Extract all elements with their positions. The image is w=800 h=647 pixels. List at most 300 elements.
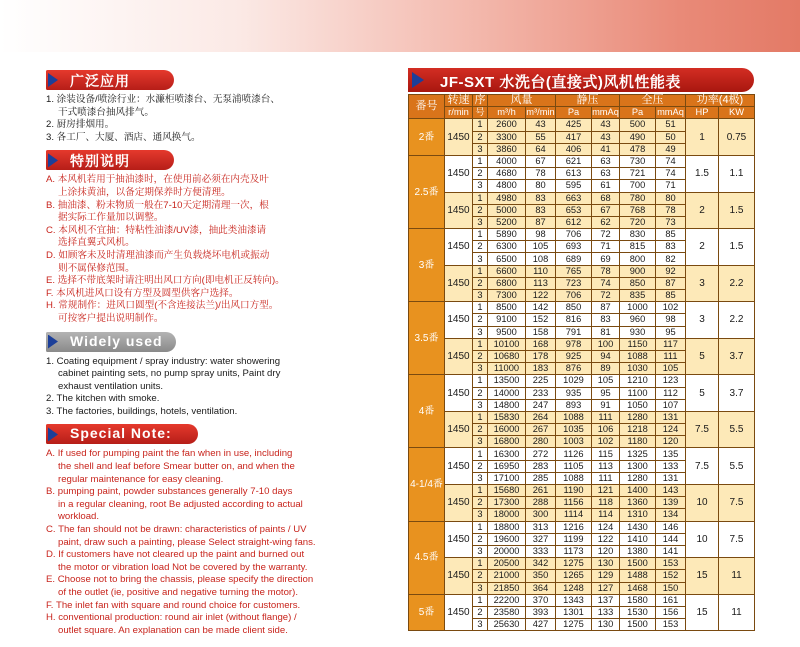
unit-hp: HP (686, 107, 719, 119)
table-cell: 816 (556, 314, 592, 326)
en-apps-text (46, 356, 396, 419)
table-cell: 143 (656, 485, 686, 497)
table-cell: 835 (620, 290, 656, 302)
text-line: paint, draw such a painting, please Select straight-wing fans. (58, 536, 316, 548)
table-cell: 61 (592, 180, 620, 192)
table-cell: 9500 (488, 326, 526, 338)
text-line: in a regular cleaning, root Be adjusted according to actual (58, 498, 303, 510)
table-cell: 142 (526, 302, 556, 314)
table-cell: 1500 (620, 619, 656, 631)
table-cell: 102 (592, 436, 620, 448)
table-cell: 663 (556, 192, 592, 204)
text-line: B. pumping paint, powder substances generally 7-10 days (46, 486, 293, 498)
table-cell: 960 (620, 314, 656, 326)
table-cell: 850 (620, 277, 656, 289)
table-cell: 1180 (620, 436, 656, 448)
table-cell: 1360 (620, 497, 656, 509)
table-cell: 144 (656, 533, 686, 545)
table-cell: 16800 (488, 436, 526, 448)
table-cell: 82 (656, 253, 686, 265)
table-cell: 4番 (409, 375, 445, 448)
table-cell: 2 (473, 241, 488, 253)
text-line: C. 本风机不宜抽：特粘性油漆/UV漆，抽此类油漆请 (46, 224, 267, 236)
col-total: 全压 (620, 95, 686, 107)
table-cell: 1088 (620, 350, 656, 362)
table-cell: 730 (620, 155, 656, 167)
table-cell: 55 (526, 131, 556, 143)
table-cell: 63 (592, 168, 620, 180)
table-cell: 4680 (488, 168, 526, 180)
table-cell: 2 (473, 387, 488, 399)
table-cell: 124 (656, 424, 686, 436)
table-cell: 1 (473, 229, 488, 241)
table-cell: 64 (526, 143, 556, 155)
table-cell: 1530 (620, 606, 656, 618)
table-cell: 1216 (556, 521, 592, 533)
table-cell: 288 (526, 497, 556, 509)
table-cell: 1450 (445, 485, 473, 522)
text-line: the shell and leaf before Smear butter on, and when the (58, 461, 295, 473)
table-cell: 118 (592, 497, 620, 509)
table-cell: 264 (526, 411, 556, 423)
table-cell: 1.5 (719, 192, 755, 229)
table-cell: 7.5 (719, 521, 755, 558)
table-cell: 150 (656, 582, 686, 594)
table-cell: 1280 (620, 472, 656, 484)
table-cell: 653 (556, 204, 592, 216)
table-cell: 3 (473, 143, 488, 155)
table-cell: 122 (526, 290, 556, 302)
text-line: workload. (58, 511, 100, 523)
table-cell: 134 (656, 509, 686, 521)
text-line: H. 常规制作：进风口圆型(不含连接法兰)/出风口方型。 (46, 300, 279, 312)
table-cell: 613 (556, 168, 592, 180)
table-cell: 1450 (445, 265, 473, 302)
table-cell: 17300 (488, 497, 526, 509)
table-cell: 2 (473, 168, 488, 180)
table-cell: 1450 (445, 558, 473, 595)
table-cell: 935 (556, 387, 592, 399)
table-cell: 1580 (620, 594, 656, 606)
table-cell: 7.5 (719, 485, 755, 522)
table-cell: 1468 (620, 582, 656, 594)
table-cell: 1 (473, 302, 488, 314)
table-cell: 80 (656, 192, 686, 204)
table-cell: 133 (656, 460, 686, 472)
table-cell: 876 (556, 363, 592, 375)
text-line: exhaust ventilation units. (58, 380, 164, 392)
table-cell: 723 (556, 277, 592, 289)
table-cell: 1275 (556, 558, 592, 570)
text-line: 则不属保修范围。 (58, 262, 135, 274)
table-cell: 115 (592, 448, 620, 460)
table-cell: 2 (473, 570, 488, 582)
table-cell: 3 (473, 509, 488, 521)
table-cell: 95 (656, 326, 686, 338)
table-cell: 3 (473, 326, 488, 338)
table-cell: 43 (592, 119, 620, 131)
table-cell: 791 (556, 326, 592, 338)
table-cell: 111 (592, 472, 620, 484)
cn-notes-text (46, 174, 396, 325)
table-cell: 3 (473, 545, 488, 557)
table-row (409, 594, 755, 606)
table-cell: 3 (473, 436, 488, 448)
table-cell: 2 (473, 606, 488, 618)
table-cell: 83 (592, 314, 620, 326)
table-cell: 621 (556, 155, 592, 167)
table-cell: 1 (473, 485, 488, 497)
text-line: F. 本风机进风口设有方型及圆型供客户选择。 (46, 287, 239, 299)
table-row (409, 411, 755, 423)
left-column (46, 70, 396, 643)
table-cell: 1173 (556, 545, 592, 557)
table-cell: 20500 (488, 558, 526, 570)
table-cell: 18800 (488, 521, 526, 533)
table-cell: 1 (473, 265, 488, 277)
table-cell: 1 (473, 411, 488, 423)
table-cell: 3 (473, 253, 488, 265)
table-cell: 1310 (620, 509, 656, 521)
table-cell: 14800 (488, 399, 526, 411)
table-cell: 92 (656, 265, 686, 277)
table-cell: 111 (656, 350, 686, 362)
table-cell: 2 (473, 424, 488, 436)
table-cell: 183 (526, 363, 556, 375)
table-cell: 1050 (620, 399, 656, 411)
table-cell: 71 (656, 180, 686, 192)
table-cell: 87 (526, 216, 556, 228)
table-cell: 4980 (488, 192, 526, 204)
table-cell: 1450 (445, 155, 473, 192)
table-cell: 721 (620, 168, 656, 180)
unit-total-mmaq: mmAq (657, 107, 684, 118)
cn-notes-title: 特别说明 (70, 153, 130, 170)
table-cell: 63 (592, 155, 620, 167)
table-cell: 4000 (488, 155, 526, 167)
table-cell: 130 (592, 558, 620, 570)
text-line: H. conventional production: round air inlet (without flange) / (46, 612, 297, 624)
table-cell: 780 (620, 192, 656, 204)
table-cell: 16300 (488, 448, 526, 460)
flag-icon (412, 72, 424, 88)
table-cell: 139 (656, 497, 686, 509)
table-cell: 3300 (488, 131, 526, 143)
text-line: 1. 涂装设备/喷涂行业：水濂柜喷漆台、无泵浦喷漆台、 (46, 94, 280, 105)
table-cell: 2 (686, 229, 719, 266)
table-cell: 1150 (620, 338, 656, 350)
table-cell: 830 (620, 229, 656, 241)
text-line: B. 抽油漆、粉末物质一般在7-10天定期清理一次，根 (46, 199, 269, 211)
en-notes-header (46, 424, 396, 444)
table-cell: 1 (473, 155, 488, 167)
table-cell: 120 (656, 436, 686, 448)
table-body (409, 119, 755, 631)
table-row (409, 229, 755, 241)
table-cell: 478 (620, 143, 656, 155)
table-cell: 11000 (488, 363, 526, 375)
table-cell: 1210 (620, 375, 656, 387)
table-cell: 3 (473, 472, 488, 484)
table-cell: 1000 (620, 302, 656, 314)
table-cell: 1114 (556, 509, 592, 521)
table-cell: 2 (473, 460, 488, 472)
table-cell: 10100 (488, 338, 526, 350)
table-cell: 1105 (556, 460, 592, 472)
table-cell: 4-1/4番 (409, 448, 445, 521)
table-cell: 3 (473, 180, 488, 192)
table-cell: 3 (473, 619, 488, 631)
cn-apps-title: 广泛应用 (70, 73, 130, 89)
table-cell: 141 (656, 545, 686, 557)
table-cell: 130 (592, 619, 620, 631)
table-cell: 930 (620, 326, 656, 338)
en-notes-text (46, 448, 396, 637)
table-cell: 350 (526, 570, 556, 582)
table-cell: 1 (473, 521, 488, 533)
table-row (409, 155, 755, 167)
table-cell: 178 (526, 350, 556, 362)
table-cell: 247 (526, 399, 556, 411)
table-cell: 1.5 (719, 229, 755, 266)
table-cell: 107 (656, 399, 686, 411)
table-row (409, 192, 755, 204)
table-cell: 133 (592, 606, 620, 618)
table-cell: 5000 (488, 204, 526, 216)
table-cell: 105 (656, 363, 686, 375)
table-cell: 280 (526, 436, 556, 448)
table-cell: 1 (686, 119, 719, 156)
table-cell: 13500 (488, 375, 526, 387)
table-cell: 3 (473, 582, 488, 594)
table-cell: 978 (556, 338, 592, 350)
table-cell: 5番 (409, 594, 445, 631)
table-cell: 117 (656, 338, 686, 350)
table-cell: 3 (686, 302, 719, 339)
table-cell: 87 (592, 302, 620, 314)
col-static: 静压 (556, 95, 620, 107)
unit-total-pa: Pa (620, 107, 656, 119)
table-cell: 11 (719, 594, 755, 631)
table-cell: 51 (656, 119, 686, 131)
table-cell: 98 (656, 314, 686, 326)
en-apps-title: Widely used (70, 332, 163, 349)
table-cell: 50 (656, 131, 686, 143)
table-cell: 3 (686, 265, 719, 302)
table-title-bar (408, 68, 754, 92)
table-title: JF-SXT 水洗台(直接式)风机性能表 (440, 74, 681, 91)
table-cell: 1450 (445, 119, 473, 156)
table-cell: 706 (556, 229, 592, 241)
table-cell: 1450 (445, 229, 473, 266)
text-line: 3. The factories, buildings, hotels, ventilation. (46, 405, 238, 417)
table-cell: 1450 (445, 448, 473, 485)
table-cell: 114 (592, 509, 620, 521)
table-cell: 595 (556, 180, 592, 192)
text-line: 选择直翼式风机。 (58, 237, 135, 249)
table-cell: 111 (592, 411, 620, 423)
table-cell: 225 (526, 375, 556, 387)
table-cell: 3 (473, 399, 488, 411)
table-cell: 71 (592, 241, 620, 253)
table-cell: 91 (592, 399, 620, 411)
cn-apps-header (46, 70, 396, 90)
table-cell: 1 (473, 338, 488, 350)
table-cell: 153 (656, 619, 686, 631)
table-cell: 5890 (488, 229, 526, 241)
table-cell: 364 (526, 582, 556, 594)
table-cell: 283 (526, 460, 556, 472)
table-cell: 85 (656, 229, 686, 241)
table-cell: 2 (473, 533, 488, 545)
table-cell: 3.7 (719, 338, 755, 375)
table-row (409, 119, 755, 131)
table-cell: 156 (656, 606, 686, 618)
table-cell: 313 (526, 521, 556, 533)
top-banner (0, 0, 800, 52)
table-cell: 1488 (620, 570, 656, 582)
text-line: E. 选择不带底架时请注明出风口方向(即电机正反转向)。 (46, 275, 285, 287)
table-row (409, 265, 755, 277)
table-cell: 83 (656, 241, 686, 253)
table-cell: 2 (473, 131, 488, 143)
table-cell: 6300 (488, 241, 526, 253)
table-cell: 22200 (488, 594, 526, 606)
table-cell: 102 (656, 302, 686, 314)
text-line: 上涂抹黄油，以备定期保养时方便清理。 (58, 186, 231, 198)
table-cell: 1275 (556, 619, 592, 631)
table-cell: 893 (556, 399, 592, 411)
table-cell: 5 (686, 338, 719, 375)
table-cell: 1100 (620, 387, 656, 399)
table-cell: 123 (656, 375, 686, 387)
table-cell: 87 (656, 277, 686, 289)
table-cell: 1 (473, 448, 488, 460)
table-cell: 67 (526, 155, 556, 167)
table-cell: 3.5番 (409, 302, 445, 375)
table-cell: 1248 (556, 582, 592, 594)
table-cell: 105 (526, 241, 556, 253)
table-cell: 1301 (556, 606, 592, 618)
table-cell: 135 (656, 448, 686, 460)
table-cell: 5.5 (719, 411, 755, 448)
table-cell: 49 (656, 143, 686, 155)
unit-flow-h: m³/h (488, 107, 526, 119)
table-cell: 89 (592, 363, 620, 375)
table-cell: 98 (526, 229, 556, 241)
table-cell: 1030 (620, 363, 656, 375)
table-cell: 95 (592, 387, 620, 399)
text-line: 2. The kitchen with smoke. (46, 393, 160, 405)
table-cell: 3 (473, 290, 488, 302)
table-cell: 720 (620, 216, 656, 228)
table-cell: 1343 (556, 594, 592, 606)
table-cell: 1450 (445, 375, 473, 412)
unit-static-pa: Pa (556, 107, 592, 119)
unit-kw: KW (719, 107, 755, 119)
table-cell: 1450 (445, 302, 473, 339)
table-cell: 285 (526, 472, 556, 484)
table-cell: 233 (526, 387, 556, 399)
en-notes-title: Special Note: (70, 425, 172, 442)
text-line: A. If used for pumping paint the fan when in use, including (46, 448, 293, 460)
table-cell: 0.75 (719, 119, 755, 156)
table-cell: 2 (473, 204, 488, 216)
text-line: 3. 各工厂、大厦、酒店、通风换气。 (46, 131, 201, 143)
col-power: 功率(4极) (686, 95, 755, 107)
table-cell: 706 (556, 290, 592, 302)
table-cell: 4800 (488, 180, 526, 192)
table-cell: 1300 (620, 460, 656, 472)
table-cell: 768 (620, 204, 656, 216)
table-cell: 1218 (620, 424, 656, 436)
col-flow: 风量 (488, 95, 556, 107)
table-cell: 20000 (488, 545, 526, 557)
unit-seq: 号 (473, 107, 488, 119)
table-cell: 120 (592, 545, 620, 557)
table-cell: 815 (620, 241, 656, 253)
table-cell: 1380 (620, 545, 656, 557)
table-cell: 267 (526, 424, 556, 436)
table-cell: 406 (556, 143, 592, 155)
text-line: cabinet painting sets, no pump spray units, Paint dry (58, 368, 281, 380)
table-cell: 700 (620, 180, 656, 192)
table-cell: 124 (592, 521, 620, 533)
table-cell: 21000 (488, 570, 526, 582)
table-cell: 127 (592, 582, 620, 594)
table-cell: 69 (592, 253, 620, 265)
col-seq: 序 (474, 94, 486, 107)
table-cell: 1 (473, 119, 488, 131)
table-cell: 5 (686, 375, 719, 412)
text-line: E. Choose not to bring the chassis, please specify the direction (46, 574, 314, 586)
table-cell: 925 (556, 350, 592, 362)
table-cell: 1400 (620, 485, 656, 497)
table-cell: 2 (473, 350, 488, 362)
table-cell: 1 (473, 375, 488, 387)
cn-apps-text (46, 94, 396, 144)
table-row (409, 302, 755, 314)
table-cell: 3 (473, 216, 488, 228)
table-cell: 121 (592, 485, 620, 497)
table-cell: 3 (473, 363, 488, 375)
table-cell: 1.5 (686, 155, 719, 192)
table-cell: 1029 (556, 375, 592, 387)
right-column (408, 68, 754, 631)
table-cell: 1450 (445, 594, 473, 631)
table-cell: 74 (656, 155, 686, 167)
table-cell: 3番 (409, 229, 445, 302)
table-cell: 1088 (556, 472, 592, 484)
table-cell: 11 (719, 558, 755, 595)
table-cell: 4.5番 (409, 521, 445, 594)
table-cell: 342 (526, 558, 556, 570)
table-cell: 1450 (445, 338, 473, 375)
table-row (409, 485, 755, 497)
table-cell: 68 (592, 192, 620, 204)
en-apps-header (46, 332, 396, 352)
table-cell: 131 (656, 411, 686, 423)
table-cell: 16000 (488, 424, 526, 436)
table-cell: 158 (526, 326, 556, 338)
table-cell: 612 (556, 216, 592, 228)
table-cell: 146 (656, 521, 686, 533)
table-cell: 8500 (488, 302, 526, 314)
table-cell: 327 (526, 533, 556, 545)
table-cell: 1199 (556, 533, 592, 545)
table-cell: 9100 (488, 314, 526, 326)
table-cell: 693 (556, 241, 592, 253)
